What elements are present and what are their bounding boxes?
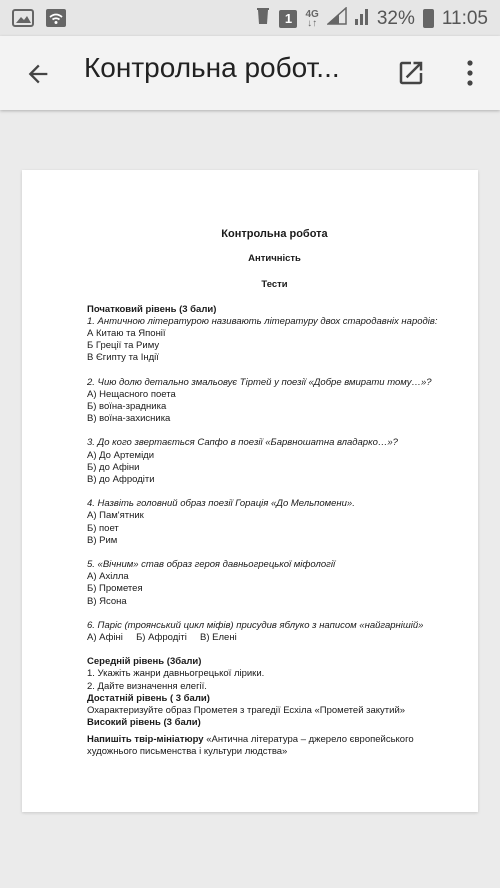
essay-task-bold: Напишіть твір-мініатюру (87, 733, 204, 745)
level-heading: Середній рівень (3бали) (87, 656, 202, 668)
task-item: 2. Дайте визначення елегії. (87, 680, 207, 692)
more-vert-icon[interactable] (458, 58, 482, 88)
question: 5. «Вічним» став образ героя давньогрецької міфології (87, 559, 336, 571)
option: В) Ясона (87, 595, 127, 607)
question: 6. Паріс (троянський цикл міфів) присудив яблуко з написом «найгарнішій» (87, 619, 424, 631)
doc-title: Контрольна робота (221, 228, 328, 240)
question: 1. Античною літературою називають літературу двох стародавніх народів: (87, 315, 438, 327)
app-bar (0, 36, 500, 110)
option: А) Ахілла (87, 571, 129, 583)
signal-bars-icon (355, 7, 369, 30)
open-external-icon[interactable] (396, 58, 426, 88)
question: 2. Чию долю детально змальовує Тіртей у поезії «Добре вмирати тому…»? (87, 376, 432, 388)
clock: 11:05 (441, 7, 488, 29)
task-item: 1. Укажіть жанри давньогрецької лірики. (87, 668, 265, 680)
option: Б) Прометея (87, 583, 143, 595)
document-page[interactable] (22, 170, 478, 812)
option: В) воїна-захисника (87, 413, 171, 425)
question: 4. Назвіть головний образ поезії Горація «До Мельпомени». (87, 498, 355, 510)
question: 3. До кого звертається Сапфо в поезії «Барвношатна владарко…»? (87, 437, 398, 449)
wifi-icon (46, 9, 66, 32)
option-row: А) Афіні Б) Афродіті В) Елені (87, 632, 237, 644)
level-heading: Початковий рівень (3 бали) (87, 303, 217, 315)
back-arrow-icon[interactable] (24, 60, 52, 88)
option: А Китаю та Японії (87, 328, 166, 340)
option: Б Греції та Риму (87, 340, 160, 352)
battery-icon (423, 9, 434, 28)
signal-icon (327, 7, 347, 30)
notification-badge: 1 (279, 10, 297, 28)
option: В) Рим (87, 534, 118, 546)
option: Б) поет (87, 522, 119, 534)
battery-percent: 32% (376, 7, 415, 29)
document-content (87, 228, 462, 758)
essay-topic-cont: художнього письменства і культури людства» (87, 745, 288, 757)
level-heading: Високий рівень (3 бали) (87, 717, 201, 729)
doc-section: Тести (261, 279, 288, 291)
task-item: Охарактеризуйте образ Прометея з трагедії Есхіла «Прометей закутий» (87, 705, 406, 717)
option: А) Пам'ятник (87, 510, 144, 522)
option: Б) воїна-зрадника (87, 401, 167, 413)
status-bar (0, 0, 500, 36)
image-notification-icon (12, 9, 34, 32)
option: Б) до Афіни (87, 461, 140, 473)
network-type-label: 4G ↓↑ (305, 8, 319, 29)
level-heading: Достатній рівень ( 3 бали) (87, 692, 210, 704)
option: В) до Афродіти (87, 474, 155, 486)
option: А) Нещасного поета (87, 388, 176, 400)
page-title: Контрольна робот... (84, 52, 340, 83)
option: А) До Артеміди (87, 449, 155, 461)
doc-subtitle: Античність (248, 253, 301, 265)
essay-topic: «Антична література – джерело європейського (203, 733, 414, 745)
recycle-icon (255, 7, 271, 30)
option: В Єгипту та Індії (87, 352, 159, 364)
